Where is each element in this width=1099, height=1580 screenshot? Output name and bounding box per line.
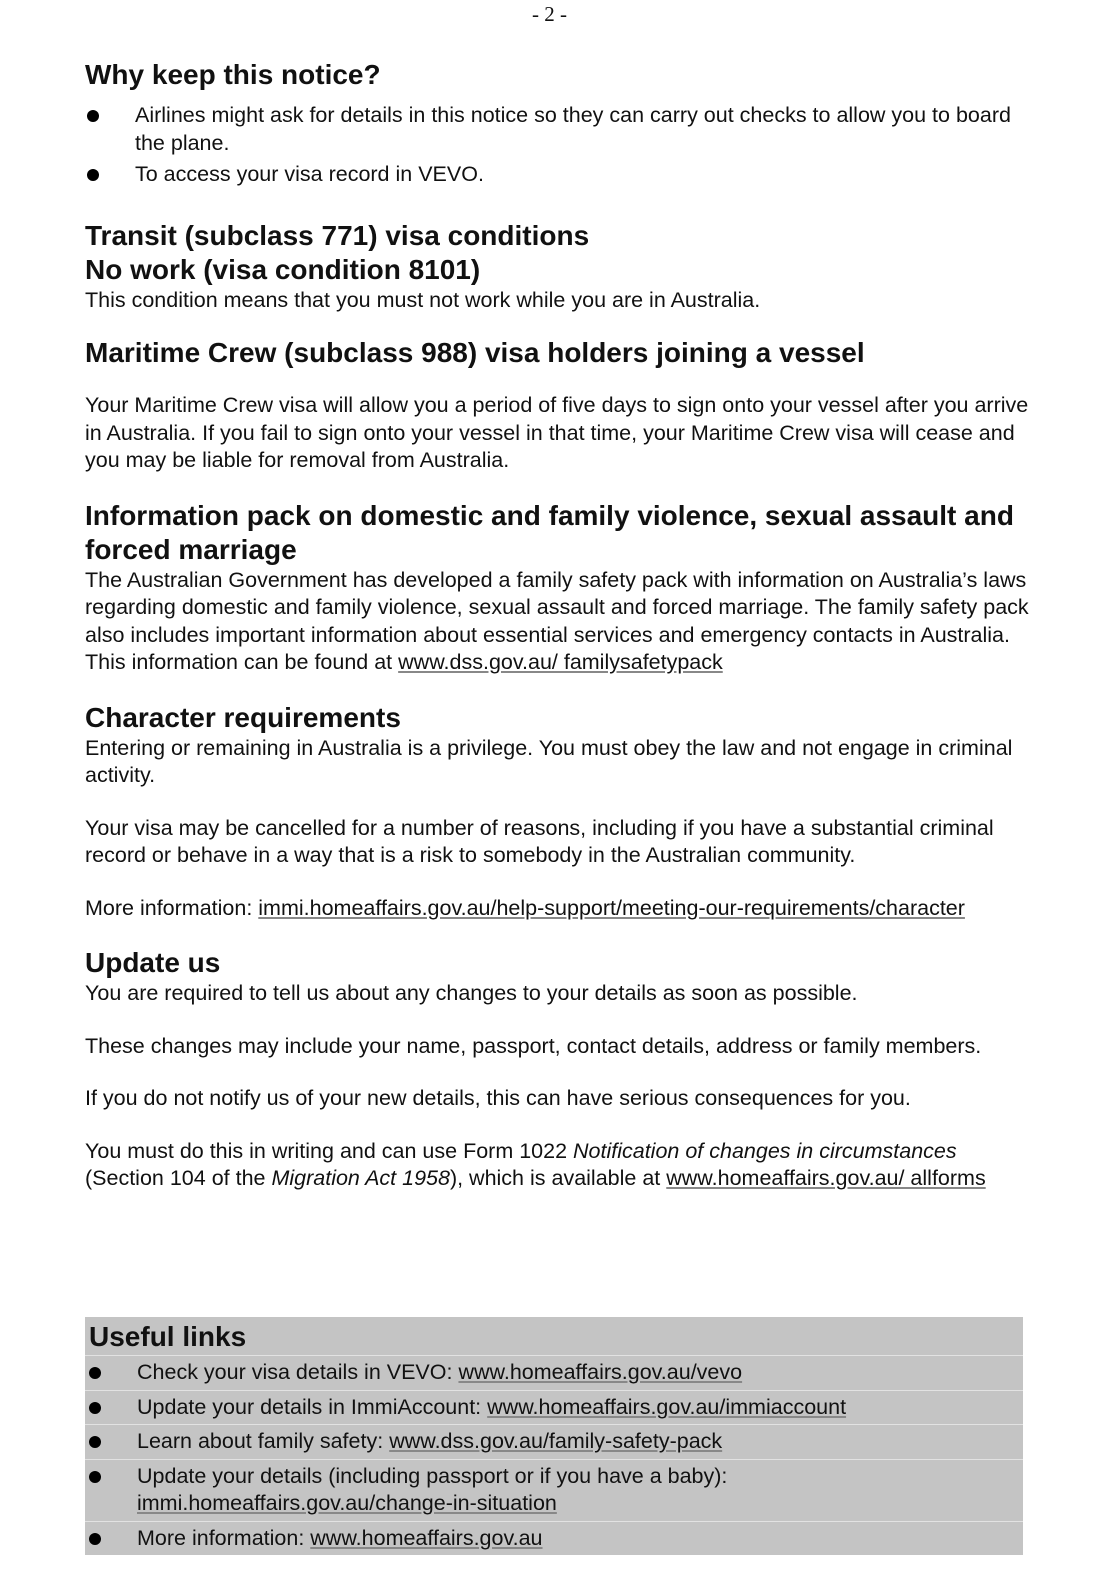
update-para-1: You are required to tell us about any changes to your details as soon as possible.: [85, 981, 858, 1005]
update-para-2: These changes may include your name, passport, contact details, address or family members.: [85, 1033, 982, 1058]
list-item: Airlines might ask for details in this notice so they can carry out checks to allow you to board the plane.: [85, 102, 1035, 157]
why-keep-list: [85, 102, 1035, 189]
immiaccount-link[interactable]: www.homeaffairs.gov.au/immiaccount: [487, 1394, 847, 1419]
allforms-link[interactable]: www.homeaffairs.gov.au/ allforms: [666, 1166, 986, 1190]
character-more: [85, 895, 1035, 923]
info-pack-body: The Australian Government has developed a family safety pack with information on Australia’s laws regarding domestic and family violence, sexual assault and forced marriage. The family safety pack also includes important information about essential services and emergency contacts in Australia. This information can be found at: [85, 567, 1029, 674]
homeaffairs-link[interactable]: www.homeaffairs.gov.au: [310, 1525, 543, 1550]
useful-links-box: [85, 1317, 1023, 1555]
info-pack-text: [85, 567, 1035, 677]
transit-text: This condition means that you must not work while you are in Australia.: [85, 287, 761, 312]
change-in-situation-link[interactable]: immi.homeaffairs.gov.au/change-in-situation: [137, 1491, 557, 1515]
useful-links-heading: Useful links: [89, 1321, 247, 1352]
useful-links-list: [85, 1355, 1023, 1555]
link-label: Check your visa details in VEVO:: [137, 1360, 453, 1384]
list-item: [85, 1521, 1023, 1556]
character-heading: Character requirements: [85, 701, 401, 733]
character-link[interactable]: immi.homeaffairs.gov.au/help-support/meeting-our-requirements/character: [258, 895, 965, 920]
update-para-3: If you do not notify us of your new details, this can have serious consequences for you.: [85, 1086, 911, 1110]
list-item: [85, 1424, 1023, 1459]
migration-act-title: Migration Act 1958: [271, 1166, 450, 1190]
link-label: Update your details (including passport or if you have a baby):: [137, 1463, 728, 1488]
vevo-link[interactable]: www.homeaffairs.gov.au/vevo: [458, 1360, 743, 1384]
maritime-text: Your Maritime Crew visa will allow you a period of five days to sign onto your vessel after you arrive in Australia. If you fail to sign onto your vessel in that time, your Maritime Crew visa will cease and you may be liable for removal from Australia.: [85, 393, 1029, 472]
link-label: Update your details in ImmiAccount:: [137, 1394, 482, 1419]
link-label: Learn about family safety:: [137, 1429, 384, 1453]
update-para-4-b: (Section 104 of the: [85, 1166, 266, 1190]
document-body: [85, 58, 1035, 1193]
update-para-4-c: ), which is available at: [449, 1166, 661, 1190]
list-item: To access your visa record in VEVO.: [85, 161, 1035, 189]
list-item: [85, 1355, 1023, 1390]
page-number: - 2 -: [532, 2, 567, 26]
list-item: [85, 1390, 1023, 1425]
maritime-heading: Maritime Crew (subclass 988) visa holders joining a vessel: [85, 337, 865, 368]
list-item: [85, 1459, 1023, 1521]
transit-heading: Transit (subclass 771) visa conditions: [85, 219, 590, 251]
no-work-heading: No work (visa condition 8101): [85, 253, 481, 285]
update-para-4-a: You must do this in writing and can use Form 1022: [85, 1138, 568, 1163]
character-para-1: Entering or remaining in Australia is a privilege. You must obey the law and not engage in criminal activity.: [85, 735, 1013, 787]
link-label: More information:: [137, 1525, 305, 1550]
more-info-label: More information:: [85, 895, 253, 920]
why-keep-heading: Why keep this notice?: [85, 59, 381, 90]
family-safety-pack-link[interactable]: www.dss.gov.au/ familysafetypack: [398, 650, 723, 674]
update-heading: Update us: [85, 947, 221, 978]
family-safety-link[interactable]: www.dss.gov.au/family-safety-pack: [389, 1429, 723, 1453]
info-pack-heading: Information pack on domestic and family violence, sexual assault and forced marriage: [85, 499, 1014, 565]
character-para-2: Your visa may be cancelled for a number of reasons, including if you have a substantial criminal record or behave in a way that is a risk to somebody in the Australian community.: [85, 815, 994, 867]
update-form-title: Notification of changes in circumstances: [573, 1138, 957, 1163]
update-para-4: [85, 1138, 1035, 1193]
